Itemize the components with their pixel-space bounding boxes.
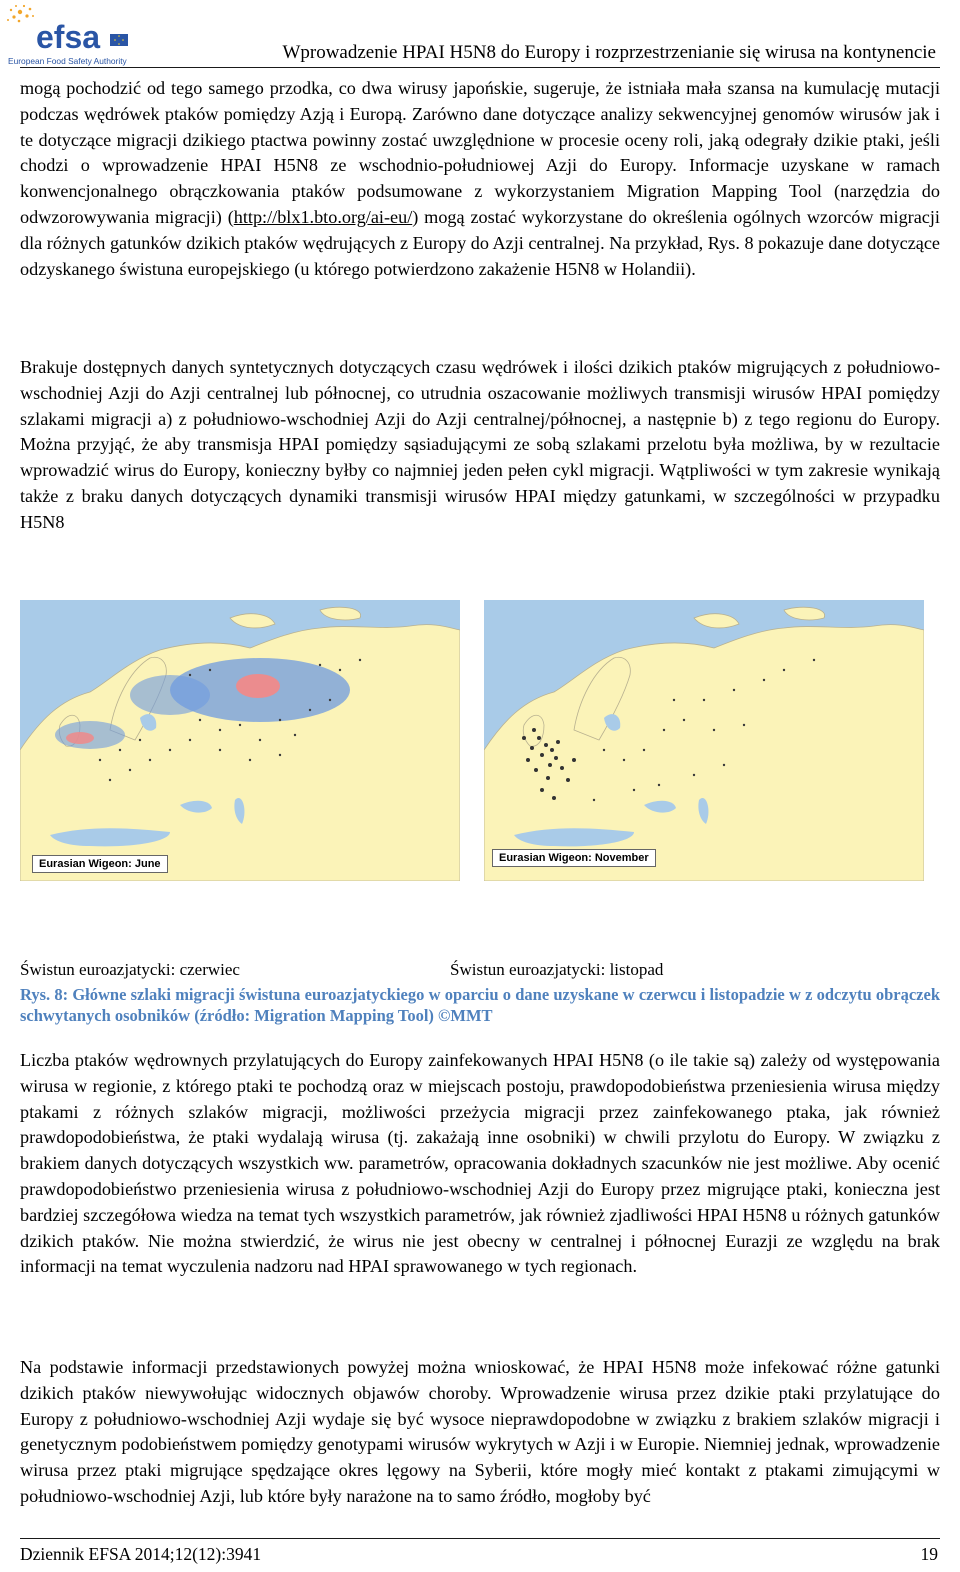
paragraph-1-text-a: mogą pochodzić od tego samego przodka, co dwa wirusy japońskie, sugeruje, że istniała mała szansa na kumulację mutacji podczas wędrówek ptaków pomiędzy Azją i Europą. Zarówno dane dotyczące analizy sekwencyjnej genomów wirusów jak i te dotyczące migracji dzikiego ptactwa powinny zostać uwzględnione w procesie oceny roli, jaką odegrały dzikie ptaki, jeśli chodzi o wprowadzenie HPAI H5N8 ze wschodnio-południowej Azji do Europy. Informacje uzyskane w ramach konwencjonalnego obrączkowania ptaków podsumowane z wykorzystaniem Migration Mapping Tool (narzędzia do odwzorowywania migracji) ( [20,78,940,227]
paragraph-3: Liczba ptaków wędrownych przylatujących do Europy zainfekowanych HPAI H5N8 (o ile takie są) zależy od występowania wirusa w regionie, z którego ptaki te pochodzą oraz w miejscach postoju, prawdopodobieństwa przeniesienia wirusa między ptakami z różnych szlaków migracji, możliwości przeżycia migracji przez zainfekowanego ptaka, jak również prawdopodobieństwa, że ptaki wydalają wirusa (tj. zakażają inne osobniki) w chwili przylotu do Europy. W związku z brakiem danych dotyczących wszystkich ww. parametrów, opracowania dokładnych szacunków nie jest możliwe. Aby ocenić prawdopodobieństwo przeniesienia wirusa z południowo-wschodniej Azji do Europy przez migrujące ptaki, konieczna jest bardziej szczegółowa wiedza na temat tych wszystkich parametrów, jak również zjadliwości HPAI H5N8 u różnych gatunków dzikich ptaków. Nie można stwierdzić, że wirus nie jest obecny w centralnej i północnej Eurazji ze względu na brak informacji na temat wyczulenia nadzoru nad HPAI sprawowanego w tych regionach. [20,1050,940,1277]
paragraph-4: Na podstawie informacji przedstawionych powyżej można wnioskować, że HPAI H5N8 może infekować różne gatunki dzikich ptaków niewywołując widocznych objawów choroby. Wprowadzenie wirusa przez dzikie ptaki przylatujące do Europy z południowo-wschodniej Azji wydaje się być wysoce nieprawdopodobne w związku z brakiem szlaków migracji i genetycznym podobieństwem pomiędzy genotypami wirusów wykrytych w Azji i w Europie. Niemniej jednak, wprowadzenie wirusa przez ptaki migrujące spędzające okres lęgowy na Syberii, które mogły mieć kontakt z ptakami zimującymi w południowo-wschodniej Azji, lub które były narażone na to samo źródło, mogłoby być [20,1357,940,1506]
logo-subtitle: European Food Safety Authority [8,56,127,66]
paragraph-2: Brakuje dostępnych danych syntetycznych dotyczących czasu wędrówek i ilości dzikich ptaków migrujących z południowo-wschodniej Azji do Azji centralnej lub północnej, co utrudnia oszacowanie możliwych transmisji wirusów HPAI pomiędzy szlakami migracji a) z południowo-wschodniej Azji do Azji centralnej/północnej, a następnie b) z tego regionu do Europy. Można przyjąć, że aby transmisja HPAI pomiędzy sąsiadującymi ze sobą szlakami przelotu była możliwa, by w rezultacie wprowadzić wirus do Europy, konieczny byłby co najmniej jeden pełen cykl migracji. Wątpliwości w tym zakresie wynikają także z braku danych dotyczących dynamiki transmisji wirusów HPAI między gatunkami, w szczególności w przypadku H5N8 [20,357,940,532]
map-november [484,600,924,881]
page-header [0,0,960,72]
efsa-logo [6,4,134,68]
paragraph-1 [20,76,940,282]
map-june [20,600,460,881]
migration-maps-figure [20,600,940,882]
figure-caption: Rys. 8: Główne szlaki migracji świstuna euroazjatyckiego w oparciu o dane uzyskane w czerwcu i listopadzie w z odczytu obrączek schwytanych osobników (źródło: Migration Mapping Tool) ©MMT [20,985,940,1025]
map-november-label: Eurasian Wigeon: November [492,849,656,867]
document-running-title: Wprowadzenie HPAI H5N8 do Europy i rozprzestrzenianie się wirusa na kontynencie [282,42,936,63]
paragraph-1-text-b: ) mogą zostać wykorzystane do określenia ogólnych wzorców migracji dla różnych gatunków dzikich ptaków wędrujących z Europy do Azji centralnej. Na przykład, Rys. 8 pokazuje dane dotyczące odzyskanego świstuna europejskiego (u którego potwierdzono zakażenie H5N8 w Holandii). [20,206,940,279]
footer-divider [20,1538,940,1539]
page-footer [0,1538,960,1572]
figure-caption-june: Świstun euroazjatycki: czerwiec [20,960,240,979]
figure-caption-november: Świstun euroazjatycki: listopad [450,960,664,979]
migration-mapping-tool-link[interactable]: http://blx1.bto.org/ai-eu/ [233,206,413,227]
header-divider [20,67,940,68]
map-june-label: Eurasian Wigeon: June [32,855,168,873]
journal-citation: Dziennik EFSA 2014;12(12):3941 [20,1544,262,1564]
logo-wordmark: efsa [36,19,101,55]
page-number: 19 [920,1544,938,1564]
